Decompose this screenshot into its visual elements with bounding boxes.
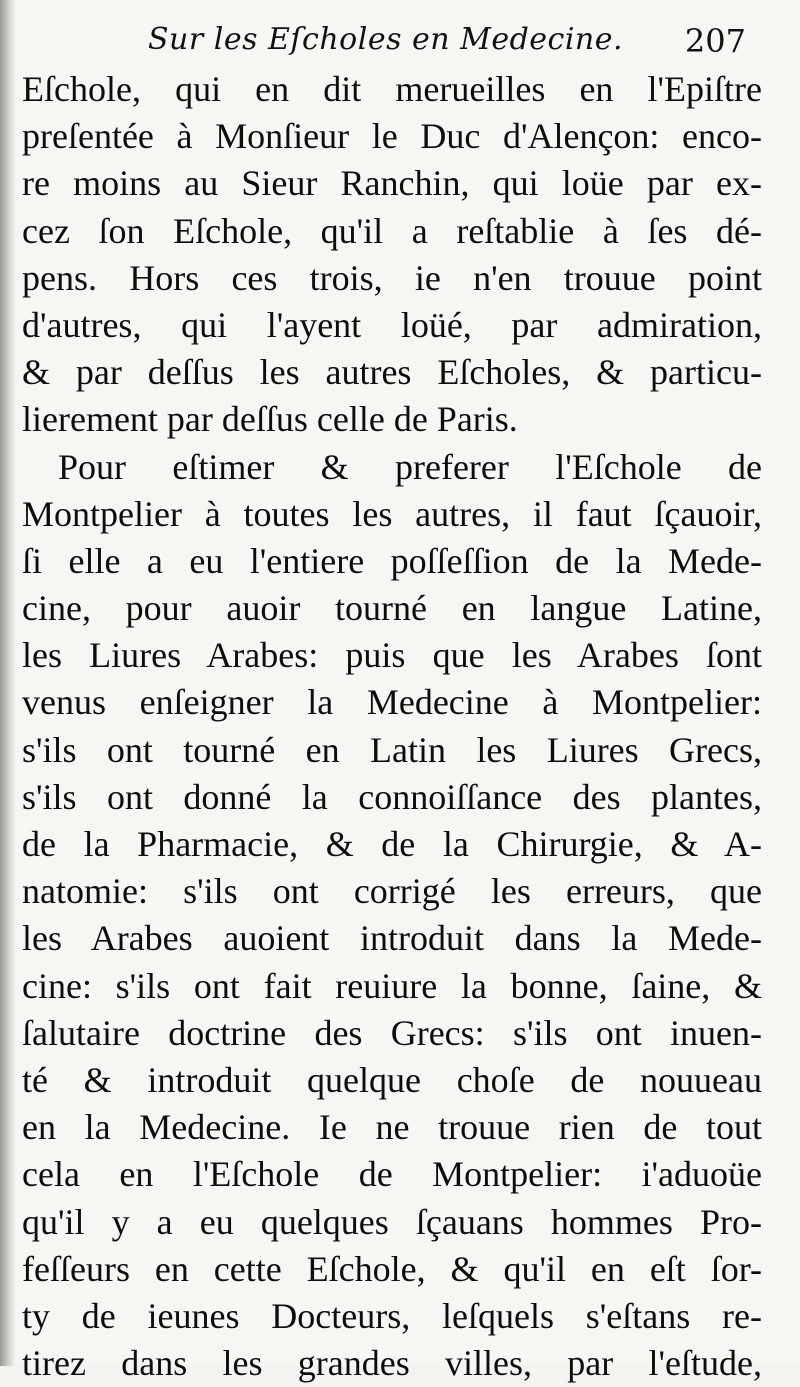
text-line: Montpelier à toutes les autres, il faut ſçauoir, [22,493,762,534]
page-header [0,18,800,66]
text-line: les Liures Arabes: puis que les Arabes ſont [22,635,762,676]
page-number: 207 [684,22,746,60]
text-line: natomie: s'ils ont corrigé les erreurs, que [22,871,762,912]
text-line: tirez dans les grandes villes, par l'eſtude, [22,1343,762,1384]
text-line: ſalutaire doctrine des Grecs: s'ils ont inuen- [22,1012,762,1053]
text-line: feſſeurs en cette Eſchole, & qu'il en eſt ſor- [22,1248,762,1289]
text-line: cela en l'Eſchole de Montpelier: i'aduoüe [22,1154,762,1195]
text-line: & par deſſus les autres Eſcholes, & particu- [22,352,762,393]
text-line: preſentée à Monſieur le Duc d'Alençon: enco- [22,116,762,157]
text-line: qu'il y a eu quelques ſçauans hommes Pro- [22,1201,762,1242]
text-line: d'autres, qui l'ayent loüé, par admiration, [22,304,762,345]
text-line: de la Pharmacie, & de la Chirurgie, & A- [22,824,762,864]
text-line: lierement par deſſus celle de Paris. [22,399,518,440]
text-line: venus enſeigner la Medecine à Montpelier: [22,682,762,723]
text-line: re moins au Sieur Ranchin, qui loüe par ex- [22,163,762,204]
page-gutter-shadow [0,0,16,1366]
text-line: ty de ieunes Docteurs, leſquels s'eſtans re- [22,1295,762,1336]
text-line: ſi elle a eu l'entiere poſſeſſion de la Mede- [22,540,762,581]
paragraph-start-line: Pour eſtimer & preferer l'Eſchole de [58,446,762,487]
text-line: cine, pour auoir tourné en langue Latine, [22,588,762,629]
body-text [22,66,762,1387]
text-line: té & introduit quelque choſe de nouueau [22,1059,762,1100]
text-line: Eſchole, qui en dit merueilles en l'Epiſtre [22,69,762,109]
text-line: en la Medecine. Ie ne trouue rien de tout [22,1107,762,1148]
text-line: s'ils ont donné la connoiſſance des plantes, [22,776,762,817]
running-head: Sur les Eſcholes en Medecine. [148,22,624,57]
text-line: pens. Hors ces trois, ie n'en trouue point [22,257,762,298]
text-line: s'ils ont tourné en Latin les Liures Grecs, [22,729,762,770]
text-line: cine: s'ils ont fait reuiure la bonne, ſaine, & [22,965,762,1006]
text-line: les Arabes auoient introduit dans la Mede- [22,918,762,959]
text-line: cez ſon Eſchole, qu'il a reſtablie à ſes dé- [22,210,762,251]
